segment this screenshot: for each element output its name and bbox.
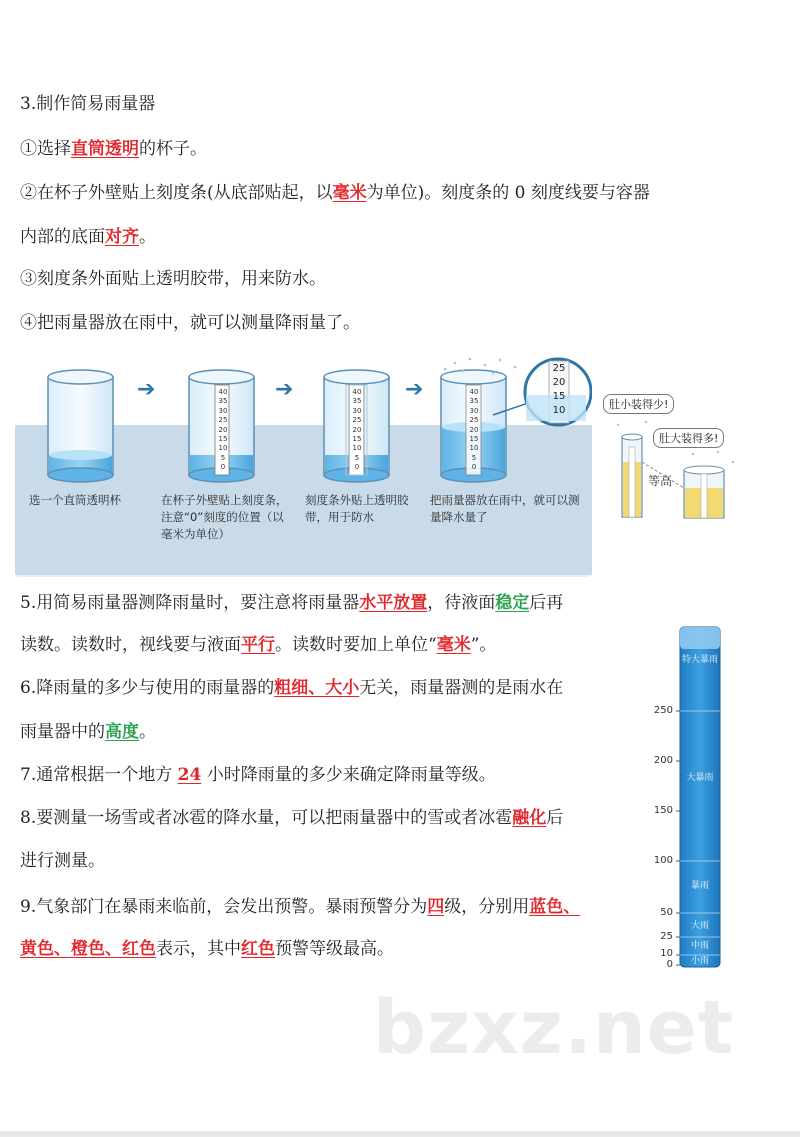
scale-tick: 40 (218, 388, 228, 396)
scale-tick: 35 (352, 397, 362, 406)
scale-tick: 40 (352, 388, 362, 396)
zoom-tick: 20 (552, 377, 566, 388)
tick-label: 150 (653, 805, 673, 816)
scale-tick: 0 (354, 463, 360, 472)
scale-tick: 20 (469, 425, 479, 434)
text: 表示，其中 (156, 939, 241, 959)
rain-gauge-figure (640, 625, 750, 975)
cup-4-icon (441, 358, 537, 482)
scale-strip-3 (350, 388, 364, 473)
page-bottom-edge (0, 1131, 800, 1137)
scale-tick: 35 (469, 397, 479, 406)
level-label: 特大暴雨 (682, 655, 719, 665)
tick-label: 100 (653, 855, 673, 866)
caption-1: 选一个直筒透明杯 (29, 493, 121, 507)
caption-2: 在杯子外壁贴上刻度条，注意“0”刻度的位置（以毫米为单位） (161, 493, 288, 541)
text: 为单位)。刻度条的 0 刻度线要与容器 (366, 183, 650, 203)
tick-label: 250 (653, 705, 673, 716)
level-label: 小雨 (690, 956, 709, 966)
text: 小时降雨量的多少来确定降雨量等级。 (201, 765, 496, 785)
text: ②在杯子外壁贴上刻度条(从底部贴起，以 (20, 183, 333, 203)
bubble-small: 肚小装得少! (603, 394, 674, 414)
scale-tick: 35 (218, 397, 228, 406)
scale-tick: 25 (352, 416, 362, 425)
text: 5.用简易雨量器测降雨量时，要注意将雨量器 (20, 593, 360, 613)
point-6-line2 (20, 720, 156, 744)
scale-tick: 30 (218, 406, 228, 415)
tick-label: 10 (660, 948, 673, 959)
arrow-right-icon: ➔ (405, 377, 424, 402)
caption-4: 把雨量器放在雨中，就可以测量降水量了 (430, 493, 580, 524)
scale-tick: 5 (220, 453, 226, 462)
text: 无关，雨量器测的是雨水在 (359, 678, 564, 698)
tick-label: 200 (653, 755, 673, 766)
highlight: 融化 (512, 808, 547, 828)
highlight: 蓝色、 (529, 897, 581, 917)
level-label: 大雨 (690, 921, 709, 931)
scale-tick: 25 (469, 416, 479, 425)
point-6-line1 (20, 676, 563, 700)
text: ①选择 (20, 139, 71, 159)
point-9-line1 (20, 895, 580, 919)
text: 6.降雨量的多少与使用的雨量器的 (20, 678, 275, 698)
scale-tick: 5 (471, 453, 477, 462)
text: ”。 (470, 635, 497, 655)
arrow-right-icon: ➔ (137, 377, 156, 402)
highlight: 毫米 (332, 183, 367, 203)
scale-tick: 25 (218, 416, 228, 425)
cup-1-icon (48, 370, 113, 482)
highlight: 四 (427, 897, 445, 917)
step-4: ④把雨量器放在雨中，就可以测量降雨量了。 (20, 313, 360, 333)
text: 。 (139, 227, 156, 247)
point-7 (20, 763, 496, 787)
text: 后再 (529, 593, 564, 613)
text: 。 (139, 722, 156, 742)
scale-tick: 10 (352, 444, 362, 453)
zoom-scale (549, 362, 569, 418)
level-label: 暴雨 (690, 881, 709, 891)
section-heading: 3.制作简易雨量器 (20, 94, 156, 114)
bubble-big: 肚大装得多! (653, 428, 724, 448)
scale-tick: 20 (352, 425, 362, 434)
watermark: bzxz.net (373, 985, 735, 1071)
scale-tick: 0 (220, 463, 226, 472)
capacity-cartoon (598, 392, 773, 527)
process-figure (15, 355, 592, 577)
zoom-tick: 15 (552, 391, 566, 402)
highlight: 红色 (241, 939, 275, 959)
highlight: 平行 (241, 635, 275, 655)
point-9-line2 (20, 937, 394, 961)
text: 。读数时要加上单位“ (275, 635, 437, 655)
scale-tick: 10 (469, 444, 479, 453)
scale-tick: 30 (352, 406, 362, 415)
text: 9.气象部门在暴雨来临前，会发出预警。暴雨预警分为 (20, 897, 428, 917)
equal-label: 等高 (648, 474, 673, 488)
scale-strip-4 (467, 388, 481, 473)
text: 8.要测量一场雪或者冰雹的降水量，可以把雨量器中的雪或者冰雹 (20, 808, 513, 828)
tick-label: 25 (660, 931, 673, 942)
step-1 (20, 137, 207, 161)
scale-tick: 40 (469, 388, 479, 396)
point-8-line2: 进行测量。 (20, 851, 105, 871)
text: 的杯子。 (139, 139, 207, 159)
level-label: 中雨 (690, 941, 709, 951)
step-2-line1 (20, 181, 650, 205)
highlight: 毫米 (436, 635, 471, 655)
scale-strip-2 (216, 388, 230, 473)
process-illustration (15, 355, 592, 577)
highlight: 稳定 (495, 593, 530, 613)
text: 内部的底面 (20, 227, 105, 247)
scale-tick: 15 (352, 435, 362, 444)
scale-tick: 30 (469, 406, 479, 415)
highlight: 直筒透明 (71, 139, 139, 159)
point-5-line2 (20, 633, 496, 657)
text: 级，分别用 (444, 897, 530, 917)
tick-label: 0 (666, 959, 673, 970)
point-5-line1 (20, 591, 563, 615)
zoom-tick: 10 (552, 405, 566, 416)
text: 雨量器中的 (20, 722, 105, 742)
scale-tick: 10 (218, 444, 228, 453)
text: 7.通常根据一个地方 (20, 765, 178, 785)
caption-3: 刻度条外贴上透明胶带，用于防水 (305, 493, 409, 524)
point-8-line1 (20, 806, 563, 830)
level-label: 大暴雨 (686, 773, 714, 783)
highlight: 24 (177, 765, 202, 785)
highlight: 水平放置 (359, 593, 428, 613)
tick-label: 50 (660, 907, 673, 918)
text: 读数。读数时，视线要与液面 (20, 635, 241, 655)
text: ，待液面 (427, 593, 496, 613)
highlight: 粗细、大小 (274, 678, 360, 698)
highlight: 高度 (105, 722, 139, 742)
zoom-tick: 25 (552, 363, 566, 374)
scale-tick: 5 (354, 453, 360, 462)
arrow-right-icon: ➔ (275, 377, 294, 402)
scale-tick: 15 (218, 435, 228, 444)
highlight: 对齐 (105, 227, 139, 247)
text: 后 (546, 808, 564, 828)
highlight: 黄色、橙色、红色 (20, 939, 156, 959)
text: 预警等级最高。 (275, 939, 394, 959)
step-3: ③刻度条外面贴上透明胶带，用来防水。 (20, 269, 326, 289)
scale-tick: 15 (469, 435, 479, 444)
scale-tick: 0 (471, 463, 477, 472)
step-2-line2 (20, 225, 156, 249)
scale-tick: 20 (218, 425, 228, 434)
